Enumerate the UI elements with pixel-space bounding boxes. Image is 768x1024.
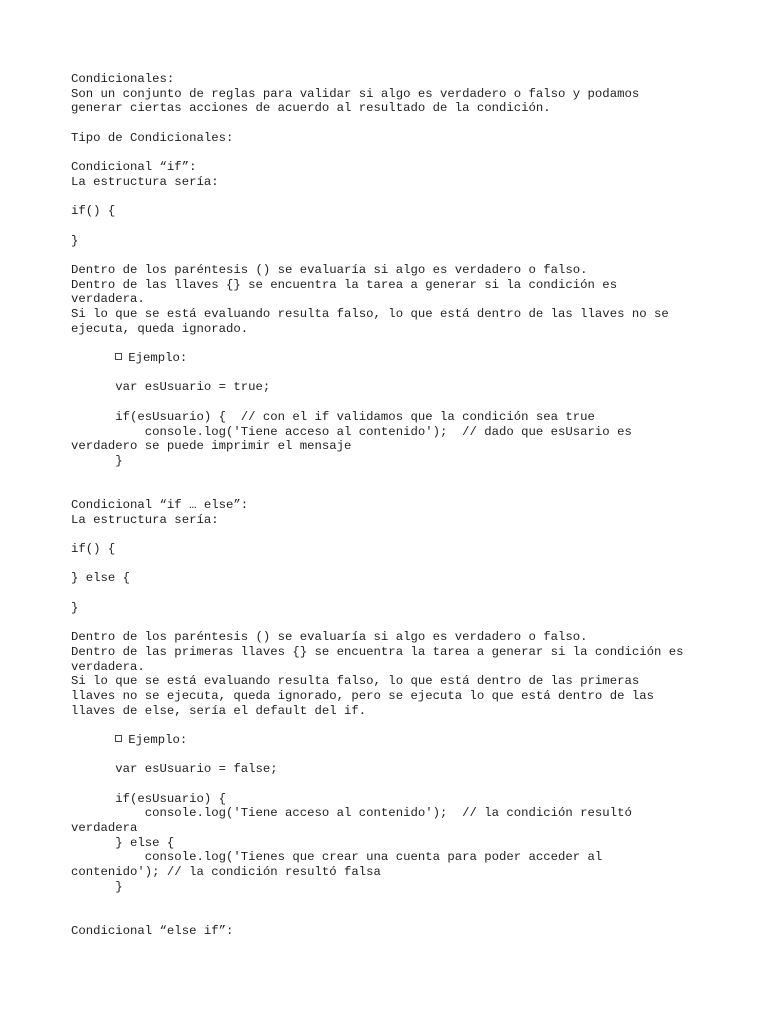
text-line: verdadera.: [71, 292, 145, 307]
text-line: Condicional “if”:: [71, 160, 197, 175]
text-line: verdadera.: [71, 659, 145, 674]
text-line: Condicional “if … else”:: [71, 497, 249, 512]
text-line: [71, 351, 711, 366]
blank-line: [71, 527, 711, 542]
text-line: ejecuta, queda ignorado.: [71, 321, 249, 336]
text-line: Condicionales:: [71, 72, 175, 86]
text-line: Son un conjunto de reglas para validar si algo es verdadero o falso y podamos: [71, 86, 640, 101]
text-line: Dentro de los paréntesis () se evaluaría si algo es verdadero o falso.: [71, 262, 588, 277]
text-line: } else {: [71, 835, 175, 850]
text-line: Dentro de las llaves {} se encuentra la tarea a generar si la condición es: [71, 277, 618, 292]
text-line: Si lo que se está evaluando resulta falso, lo que está dentro de las llaves no se: [71, 307, 669, 321]
blank-line: [71, 336, 711, 351]
bullet-text: Ejemplo:: [128, 732, 188, 747]
text-line: generar ciertas acciones de acuerdo al resultado de la condición.: [71, 101, 551, 116]
text-line: llaves de else, sería el default del if.: [71, 703, 367, 718]
text-line: if() {: [71, 204, 116, 219]
blank-line: [71, 145, 711, 160]
text-line: contenido'); // la condición resultó falsa: [71, 865, 381, 880]
indent: [71, 351, 115, 365]
blank-line: [71, 909, 711, 924]
blank-line: [71, 116, 711, 131]
square-bullet-icon: [115, 735, 122, 742]
blank-line: [71, 557, 711, 572]
text-line: if(esUsuario) {: [71, 791, 226, 806]
blank-line: [71, 483, 711, 498]
text-line: if() {: [71, 542, 116, 556]
text-line: console.log('Tiene acceso al contenido'); // dado que esUsario es: [71, 424, 632, 439]
blank-line: [71, 615, 711, 630]
text-line: verdadera: [71, 821, 138, 836]
text-line: }: [71, 453, 123, 468]
text-line: console.log('Tienes que crear una cuenta para poder acceder al: [71, 850, 603, 865]
document-page: [71, 72, 711, 939]
text-line: Si lo que se está evaluando resulta falso, lo que está dentro de las primeras: [71, 674, 640, 689]
text-line: llaves no se ejecuta, queda ignorado, pero se ejecuta lo que está dentro de las: [71, 688, 654, 703]
blank-line: [71, 395, 711, 410]
text-line: }: [71, 879, 123, 894]
text-line: Dentro de las primeras llaves {} se encuentra la tarea a generar si la condición es: [71, 644, 684, 659]
indent: [71, 733, 115, 747]
text-line: if(esUsuario) { // con el if validamos que la condición sea true: [71, 409, 595, 424]
text-line: [71, 733, 711, 748]
bullet-text: Ejemplo:: [128, 351, 188, 366]
blank-line: [71, 219, 711, 234]
blank-line: [71, 777, 711, 792]
text-line: Condicional “else if”:: [71, 923, 234, 938]
blank-line: [71, 248, 711, 263]
blank-line: [71, 748, 711, 763]
text-line: La estructura sería:: [71, 174, 219, 189]
blank-line: [71, 895, 711, 910]
square-bullet-icon: [115, 353, 122, 360]
blank-line: [71, 586, 711, 601]
blank-line: [71, 469, 711, 484]
blank-line: [71, 190, 711, 205]
text-line: verdadero se puede imprimir el mensaje: [71, 439, 352, 454]
text-line: La estructura sería:: [71, 512, 219, 527]
text-line: var esUsuario = true;: [71, 380, 271, 395]
text-line: Dentro de los paréntesis () se evaluaría si algo es verdadero o falso.: [71, 630, 588, 645]
blank-line: [71, 366, 711, 381]
blank-line: [71, 718, 711, 733]
text-line: } else {: [71, 571, 131, 586]
text-line: }: [71, 233, 79, 248]
text-line: Tipo de Condicionales:: [71, 130, 234, 145]
text-line: }: [71, 600, 79, 615]
text-line: var esUsuario = false;: [71, 762, 278, 777]
text-line: console.log('Tiene acceso al contenido'); // la condición resultó: [71, 806, 632, 821]
